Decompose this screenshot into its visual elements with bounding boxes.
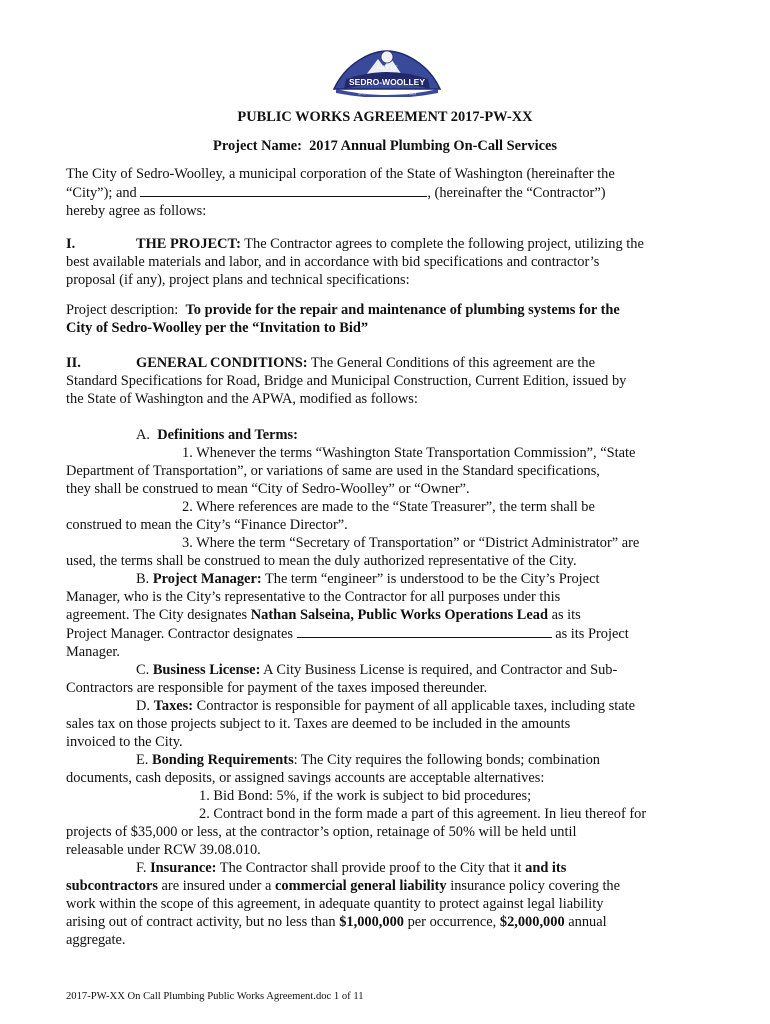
page-footer: 2017-PW-XX On Call Plumbing Public Works Agreement.doc 1 of 11 <box>66 991 364 1002</box>
city-seal-logo <box>326 45 448 97</box>
contractor-name-blank <box>140 183 427 197</box>
intro-paragraph: The City of Sedro-Woolley, a municipal corporation of the State of Washington (hereinafter the “City”); and , (hereinafter the “Contractor”) hereby agree as follows: <box>66 166 615 219</box>
item-f: F. Insurance: The Contractor shall provide proof to the City that it and its <box>136 860 567 876</box>
section-general-conditions: II. GENERAL CONDITIONS: The General Conditions of this agreement are the Standard Specifications for Road, Bridge and Municipal Construction, Current Edition, issued by the State of Washington and the APWA, modified as follows: <box>66 355 627 407</box>
item-e: E. Bonding Requirements: The City requires the following bonds; combination <box>136 752 600 768</box>
svg-text:CITY OF: CITY OF <box>376 65 398 71</box>
item-d: D. Taxes: Contractor is responsible for payment of all applicable taxes, including state <box>136 698 636 714</box>
svg-text:GATEWAY TO THE NORTH CASCADES: GATEWAY TO THE NORTH CASCADES <box>357 91 417 96</box>
project-name-heading: Project Name: 2017 Annual Plumbing On-Call Services <box>213 138 557 154</box>
conditions-list: A. Definitions and Terms: 1. Whenever the terms “Washington State Transportation Commission”, “State Department of Transportation”, or variations of same are used in the Standard specifications, they shall be construed to mean “City of Sedro-Woolley” or “Owner”. 2. Where references are made to the “State Treasurer”, the term shall be construed to mean the City’s “Finance Director”. 3. Where the term “Secretary of Transportation” or “District Administrator” are used, the terms shall be construed to mean the duly authorized representative of the City. B. Project Manager: The term “engineer” is understood to be the City’s Project Manager, who is the City’s representative to the Contractor for all purposes under this agreement. The City designates Nathan Salseina, Public Works Operations Lead as its Project Manager. Contractor designates as its Project Manager. C. Business License: A City Business License is required, and Contractor and Sub- Contractors are responsible for payment of the taxes imposed thereunder. D. Taxes: Contractor is responsible for payment of all applicable taxes, including state sales tax on those projects subject to it. Taxes are deemed to be included in the amounts invoiced to the City. E. Bonding Requirements: The City requires the following bonds; combination documents, cash deposits, or assigned savings accounts are acceptable alternatives: 1. Bid Bond: 5%, if the work is subject to bid procedures; 2. Contract bond in the form made a part of this agreement. In lieu thereof for projects of $35,000 or less, at the contractor’s option, retainage of 50% will be held until releasable under RCW 39.08.010. F. Insurance: The Contractor shall provide proof to the City that it and its subcontractors are insured under a commercial general liability insurance policy covering the work within the scope of this agreement, in adequate quantity to protect against legal liability arising out of contract activity, but no less than $1,000,000 per occurrence, $2,000,000 annual aggregate. <box>66 426 706 949</box>
project-description: Project description: To provide for the repair and maintenance of plumbing systems for the City of Sedro-Woolley per the “Invitation to Bid” <box>66 302 620 336</box>
svg-text:SEDRO-WOOLLEY: SEDRO-WOOLLEY <box>348 77 426 87</box>
item-a-heading: A. Definitions and Terms: <box>136 427 298 443</box>
item-b: B. Project Manager: The term “engineer” is understood to be the City’s Project <box>136 571 600 587</box>
section-project: I. THE PROJECT: The Contractor agrees to complete the following project, utilizing the best available materials and labor, and in accordance with bid specifications and contractor’s proposal (if any), project plans and technical specifications: <box>66 236 644 288</box>
agreement-title: PUBLIC WORKS AGREEMENT 2017-PW-XX <box>237 109 533 125</box>
contractor-manager-blank <box>297 624 552 638</box>
item-c: C. Business License: A City Business License is required, and Contractor and Sub- <box>136 662 618 678</box>
